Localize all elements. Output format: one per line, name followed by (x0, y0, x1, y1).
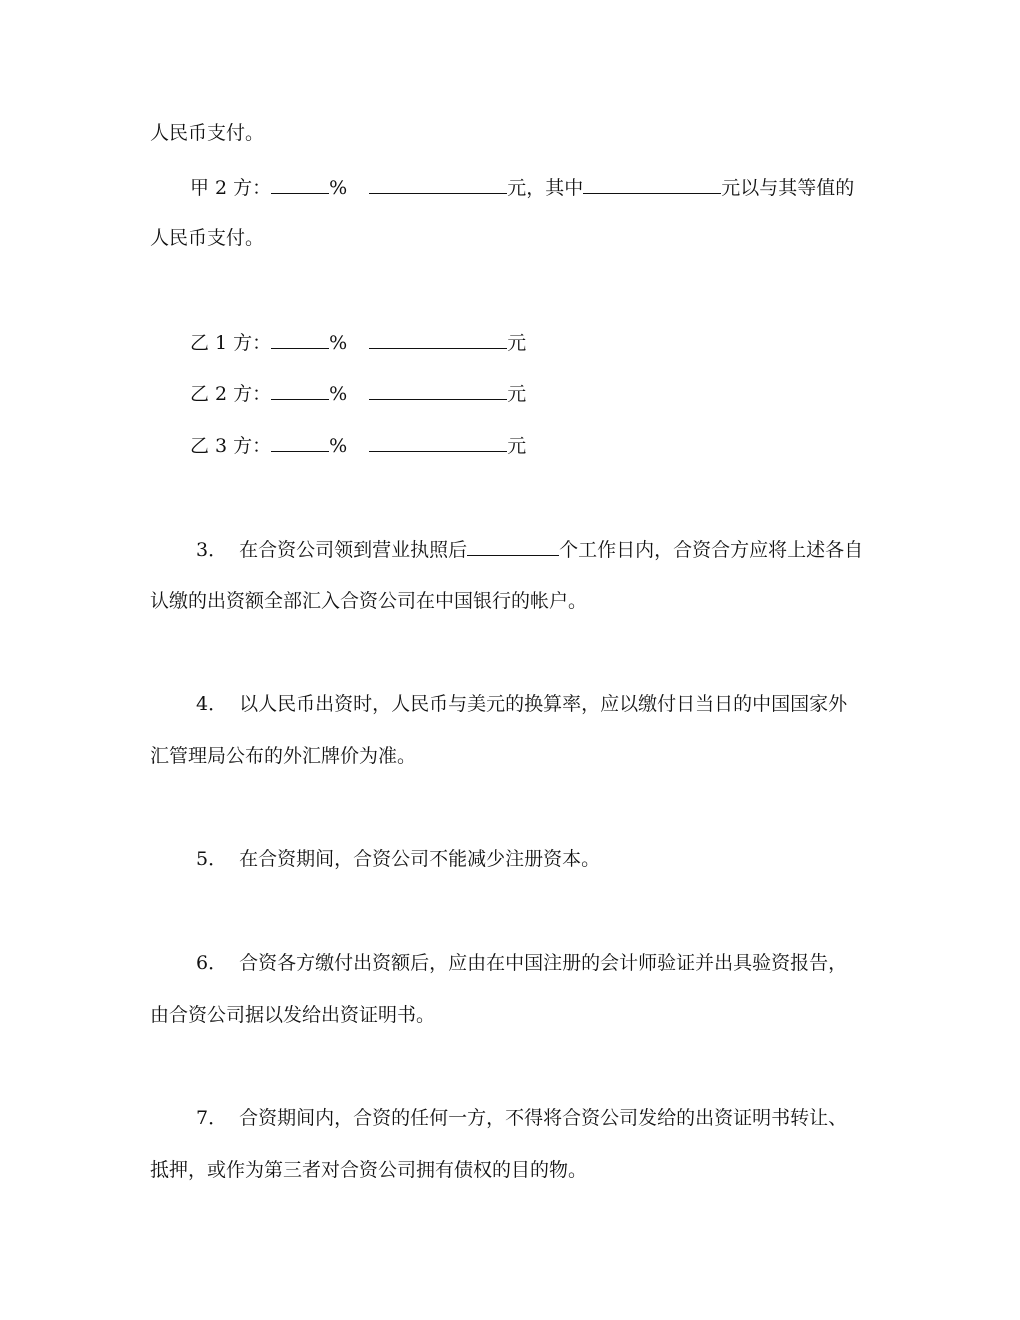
clause-text: 个工作日内，合资合方应将上述各自 (559, 539, 864, 561)
clause-6-line-1 (196, 951, 847, 975)
party-yi1-line (190, 330, 526, 354)
clause-number: 7． (196, 1107, 228, 1129)
clause-6-line-2: 由合资公司据以发给出资证明书。 (150, 1004, 436, 1026)
percent-blank (271, 330, 329, 349)
percent-sign: % (329, 332, 348, 354)
party-yi3-line (190, 433, 526, 457)
amount-unit: 元 (507, 435, 527, 457)
text-line: 人民币支付。 (150, 122, 265, 144)
clause-text: 以人民币出资时，人民币与美元的换算率，应以缴付日当日的中国国家外 (239, 693, 848, 715)
amount-tail: 元以与其等值的 (721, 177, 855, 199)
amount-blank-2 (583, 175, 721, 194)
amount-blank (369, 381, 507, 400)
party-label: 甲 2 方： (190, 177, 272, 199)
clause-3-line-1 (196, 537, 863, 561)
clause-5-line-1 (196, 847, 600, 871)
percent-blank (271, 433, 329, 452)
clause-7-line-2: 抵押，或作为第三者对合资公司拥有债权的目的物。 (150, 1159, 588, 1181)
clause-number: 6． (196, 952, 228, 974)
clause-text: 在合资公司领到营业执照后 (239, 539, 468, 561)
clause-text: 合资各方缴付出资额后，应由在中国注册的会计师验证并出具验资报告， (239, 952, 848, 974)
clause-7-line-1 (196, 1106, 847, 1130)
party-label: 乙 2 方： (190, 383, 272, 405)
party-label: 乙 1 方： (190, 332, 272, 354)
days-blank (467, 537, 559, 556)
clause-text: 在合资期间，合资公司不能减少注册资本。 (239, 848, 601, 870)
clause-4-line-2: 汇管理局公布的外汇牌价为准。 (150, 745, 417, 767)
percent-sign: % (329, 177, 348, 199)
clause-number: 4． (196, 693, 228, 715)
clause-number: 5． (196, 848, 228, 870)
clause-3-line-2: 认缴的出资额全部汇入合资公司在中国银行的帐户。 (150, 590, 588, 612)
amount-unit: 元，其中 (507, 177, 584, 199)
amount-unit: 元 (507, 332, 527, 354)
clause-number: 3． (196, 539, 228, 561)
clause-text: 合资期间内，合资的任何一方，不得将合资公司发给的出资证明书转让、 (239, 1107, 848, 1129)
percent-blank (271, 175, 329, 194)
amount-blank (369, 433, 507, 452)
amount-blank (369, 330, 507, 349)
party-jia2-line (190, 175, 854, 199)
percent-sign: % (329, 383, 348, 405)
amount-unit: 元 (507, 383, 527, 405)
clause-4-line-1 (196, 692, 847, 716)
percent-sign: % (329, 435, 348, 457)
percent-blank (271, 381, 329, 400)
amount-blank (369, 175, 507, 194)
party-label: 乙 3 方： (190, 435, 272, 457)
text-line: 人民币支付。 (150, 227, 265, 249)
party-yi2-line (190, 381, 526, 405)
